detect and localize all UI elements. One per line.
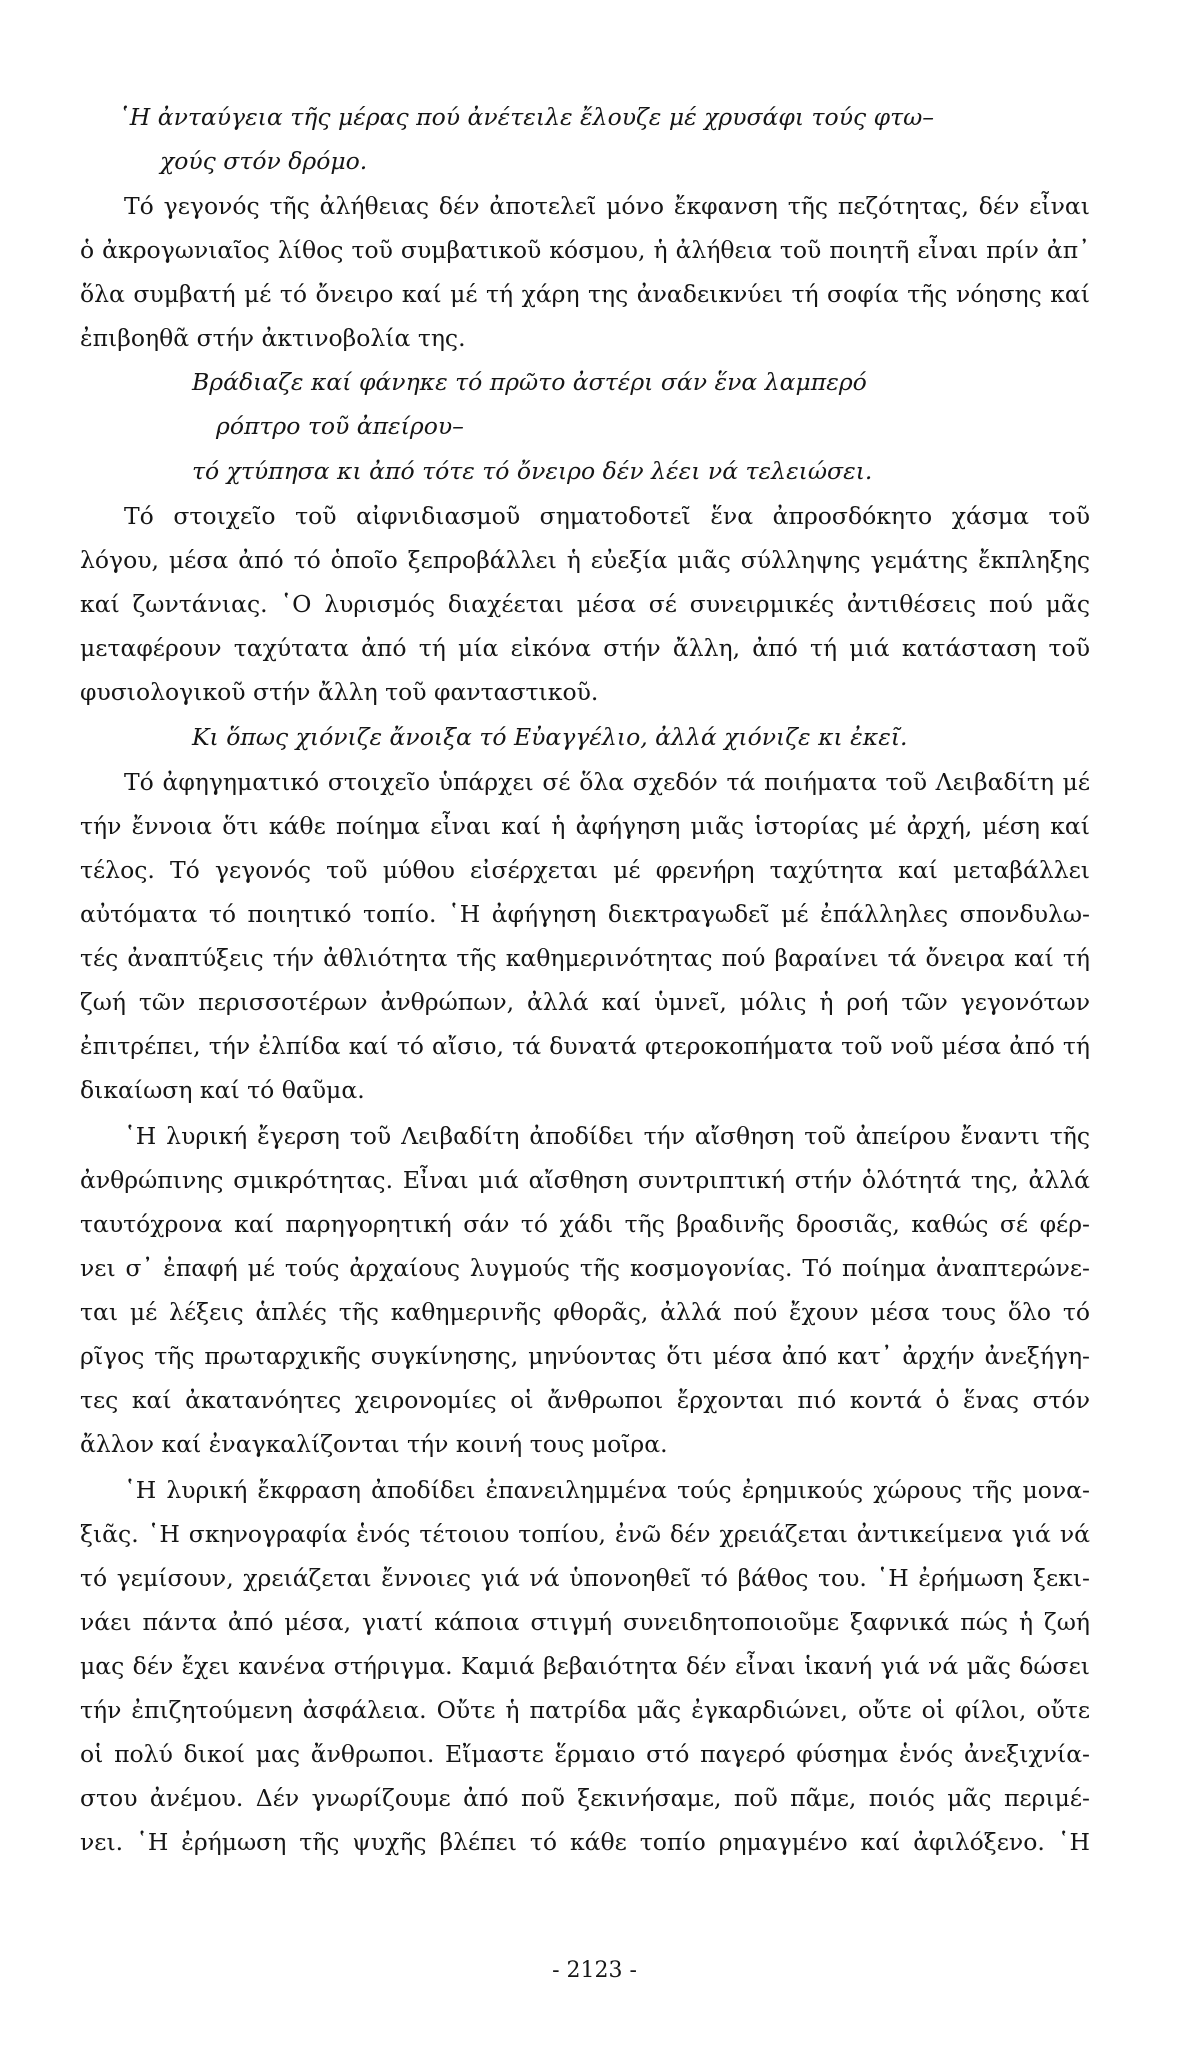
- paragraph-line: νει. ῾Η ἐρήμωση τῆς ψυχῆς βλέπει τό κάθε τοπίο ρημαγμένο καί ἀφιλόξενο. ῾Η: [80, 1828, 1090, 1856]
- paragraph-line: τήν ἔννοια ὅτι κάθε ποίημα εἶναι καί ἡ ἀφήγηση μιᾶς ἱστορίας μέ ἀρχή, μέση καί: [80, 812, 1090, 840]
- paragraph-line: δικαίωση καί τό θαῦμα.: [80, 1076, 365, 1104]
- paragraph-line: μεταφέρουν ταχύτατα ἀπό τή μία εἰκόνα στήν ἄλλη, ἀπό τή μιά κατάσταση τοῦ: [80, 634, 1090, 662]
- paragraph-line: λόγου, μέσα ἀπό τό ὁποῖο ξεπροβάλλει ἡ εὐεξία μιᾶς σύλληψης γεμάτης ἔκπληξης: [80, 546, 1090, 574]
- paragraph-line: οἱ πολύ δικοί μας ἄνθρωποι. Εἴμαστε ἕρμαιο στό παγερό φύσημα ἑνός ἀνεξιχνία-: [80, 1740, 1090, 1768]
- paragraph-line: ἀνθρώπινης σμικρότητας. Εἶναι μιά αἴσθηση συντριπτική στήν ὁλότητά της, ἀλλά: [80, 1166, 1090, 1194]
- paragraph-line: ὁ ἀκρογωνιαῖος λίθος τοῦ συμβατικοῦ κόσμου, ἡ ἀλήθεια τοῦ ποιητῆ εἶναι πρίν ἀπ᾿: [80, 236, 1090, 264]
- page-number: - 2123 -: [552, 1958, 637, 1983]
- verse-line: τό χτύπησα κι ἀπό τότε τό ὄνειρο δέν λέει νά τελειώσει.: [192, 457, 873, 485]
- verse-line: Βράδιαζε καί φάνηκε τό πρῶτο ἀστέρι σάν ἕνα λαμπερό: [192, 368, 867, 396]
- paragraph-line: ταυτόχρονα καί παρηγορητική σάν τό χάδι τῆς βραδινῆς δροσιᾶς, καθώς σέ φέρ-: [80, 1210, 1090, 1238]
- paragraph-line: μας δέν ἔχει κανένα στήριγμα. Καμιά βεβαιότητα δέν εἶναι ἱκανή γιά νά μᾶς δώσει: [80, 1652, 1090, 1680]
- paragraph-line: ὅλα συμβατή μέ τό ὄνειρο καί μέ τή χάρη της ἀναδεικνύει τή σοφία τῆς νόησης καί: [80, 280, 1090, 308]
- paragraph-line: ρῖγος τῆς πρωταρχικῆς συγκίνησης, μηνύοντας ὅτι μέσα ἀπό κατ᾿ ἀρχήν ἀνεξήγη-: [80, 1342, 1090, 1370]
- paragraph-line: τήν ἐπιζητούμενη ἀσφάλεια. Οὔτε ἡ πατρίδα μᾶς ἐγκαρδιώνει, οὔτε οἱ φίλοι, οὔτε: [80, 1696, 1090, 1724]
- paragraph-line: φυσιολογικοῦ στήν ἄλλη τοῦ φανταστικοῦ.: [80, 678, 599, 706]
- verse-line: ρόπτρο τοῦ ἀπείρου–: [216, 412, 464, 440]
- paragraph-line: ται μέ λέξεις ἁπλές τῆς καθημερινῆς φθορᾶς, ἀλλά πού ἔχουν μέσα τους ὅλο τό: [80, 1298, 1090, 1326]
- paragraph-line: ζωή τῶν περισσοτέρων ἀνθρώπων, ἀλλά καί ὑμνεῖ, μόλις ἡ ροή τῶν γεγονότων: [80, 988, 1090, 1016]
- paragraph-line: Τό στοιχεῖο τοῦ αἰφνιδιασμοῦ σηματοδοτεῖ ἕνα ἀπροσδόκητο χάσμα τοῦ: [124, 502, 1090, 530]
- paragraph-line: τές ἀναπτύξεις τήν ἀθλιότητα τῆς καθημερινότητας πού βαραίνει τά ὄνειρα καί τή: [80, 944, 1090, 972]
- paragraph-line: Τό γεγονός τῆς ἀλήθειας δέν ἀποτελεῖ μόνο ἔκφανση τῆς πεζότητας, δέν εἶναι: [124, 192, 1090, 220]
- verse-line: Κι ὅπως χιόνιζε ἄνοιξα τό Εὐαγγέλιο, ἀλλά χιόνιζε κι ἐκεῖ.: [192, 723, 908, 751]
- paragraph-line: ἄλλον καί ἐναγκαλίζονται τήν κοινή τους μοῖρα.: [80, 1430, 668, 1458]
- paragraph-line: τες καί ἀκατανόητες χειρονομίες οἱ ἄνθρωποι ἔρχονται πιό κοντά ὁ ἕνας στόν: [80, 1386, 1090, 1414]
- paragraph-line: Τό ἀφηγηματικό στοιχεῖο ὑπάρχει σέ ὅλα σχεδόν τά ποιήματα τοῦ Λειβαδίτη μέ: [124, 768, 1090, 796]
- verse-line: χούς στόν δρόμο.: [160, 147, 368, 175]
- paragraph-line: ῾Η λυρική ἔκφραση ἀποδίδει ἐπανειλημμένα τούς ἐρημικούς χώρους τῆς μονα-: [124, 1476, 1090, 1504]
- paragraph-line: τέλος. Τό γεγονός τοῦ μύθου εἰσέρχεται μέ φρενήρη ταχύτητα καί μεταβάλλει: [80, 856, 1090, 884]
- paragraph-line: ῾Η λυρική ἔγερση τοῦ Λειβαδίτη ἀποδίδει τήν αἴσθηση τοῦ ἀπείρου ἔναντι τῆς: [124, 1122, 1090, 1150]
- paragraph-line: καί ζωντάνιας. ῾Ο λυρισμός διαχέεται μέσα σέ συνειρμικές ἀντιθέσεις πού μᾶς: [80, 590, 1090, 618]
- paragraph-line: νάει πάντα ἀπό μέσα, γιατί κάποια στιγμή συνειδητοποιοῦμε ξαφνικά πώς ἡ ζωή: [80, 1608, 1090, 1636]
- paragraph-line: αὐτόματα τό ποιητικό τοπίο. ῾Η ἀφήγηση διεκτραγωδεῖ μέ ἐπάλληλες σπονδυλω-: [80, 900, 1090, 928]
- paragraph-line: ξιᾶς. ῾Η σκηνογραφία ἑνός τέτοιου τοπίου, ἐνῶ δέν χρειάζεται ἀντικείμενα γιά νά: [80, 1520, 1090, 1548]
- paragraph-line: τό γεμίσουν, χρειάζεται ἔννοιες γιά νά ὑπονοηθεῖ τό βάθος του. ῾Η ἐρήμωση ξεκι-: [80, 1564, 1090, 1592]
- verse-line: ῾Η ἀνταύγεια τῆς μέρας πού ἀνέτειλε ἔλουζε μέ χρυσάφι τούς φτω–: [118, 103, 934, 131]
- paragraph-line: ἐπιβοηθᾶ στήν ἀκτινοβολία της.: [80, 324, 466, 352]
- paragraph-line: νει σ᾿ ἐπαφή μέ τούς ἀρχαίους λυγμούς τῆς κοσμογονίας. Τό ποίημα ἀναπτερώνε-: [80, 1254, 1090, 1282]
- paragraph-line: ἐπιτρέπει, τήν ἐλπίδα καί τό αἴσιο, τά δυνατά φτεροκοπήματα τοῦ νοῦ μέσα ἀπό τή: [80, 1032, 1090, 1060]
- paragraph-line: στου ἀνέμου. Δέν γνωρίζουμε ἀπό ποῦ ξεκινήσαμε, ποῦ πᾶμε, ποιός μᾶς περιμέ-: [80, 1784, 1090, 1812]
